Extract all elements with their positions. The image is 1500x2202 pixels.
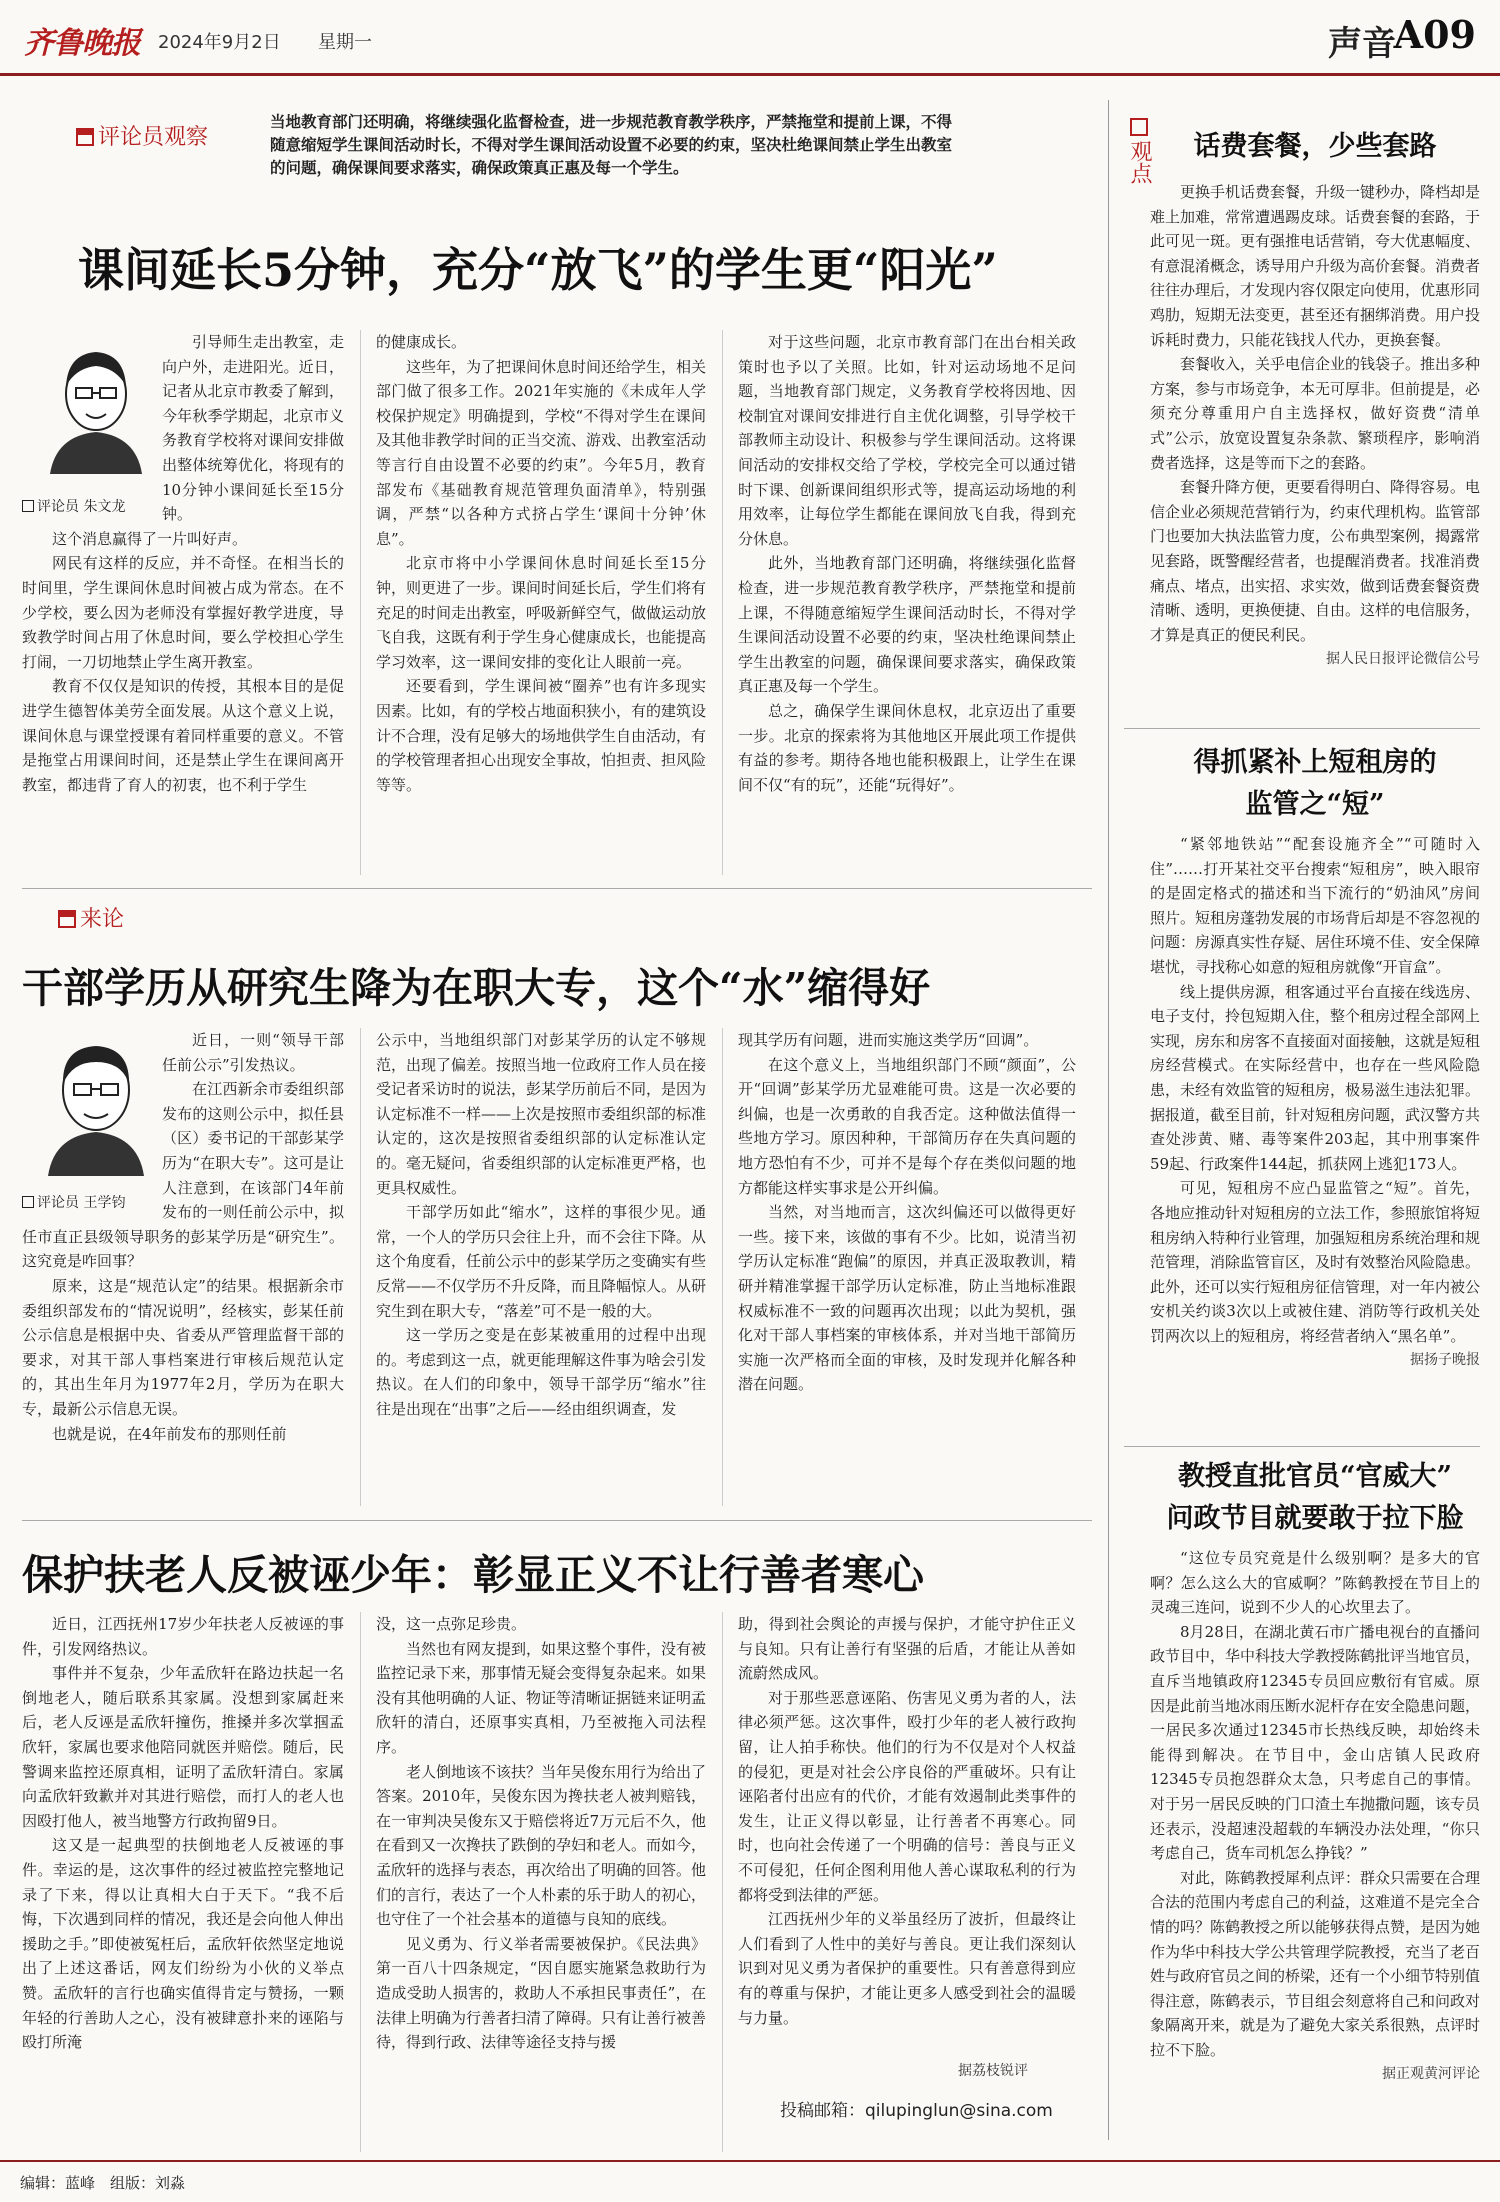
- article2-headline: 干部学历从研究生降为在职大专，这个“水”缩得好: [22, 964, 931, 1012]
- article1-paragraph: 此外，当地教育部门还明确，将继续强化监督检查，进一步规范教育教学秩序，严禁拖堂和提前上课，不得随意缩短学生课间活动时长，不得对学生课间活动设置不必要的约束，坚决杜绝课间禁止学生出教室的问题，确保课间要求落实，确保政策真正惠及每一个学生。: [738, 554, 1076, 696]
- side3-paragraph: 对此，陈鹤教授犀利点评：群众只需要在合理合法的范围内考虑自己的利益，这难道不是完全合情的吗？陈鹤教授之所以能够获得点赞，是因为她作为华中科技大学公共管理学院教授，充当了老百姓与政府官员之间的桥梁，还有一个小细节特别值得注意，陈鹤表示，节目组会刻意将自己和问政对象隔离开来，就是为了避免大家关系很熟，点评时拉不下脸。: [1150, 1868, 1480, 2059]
- article1-paragraph: 还要看到，学生课间被“圈养”也有许多现实因素。比如，有的学校占地面积狭小，有的建筑设计不合理，没有足够大的场地供学生自由活动，有的学校管理者担心出现安全事故，怕担责、担风险等等。: [376, 677, 706, 794]
- article2-paragraph: 原来，这是“规范认定”的结果。根据新余市委组织部发布的“情况说明”，经核实，彭某任前公示信息是根据中央、省委从严管理监督干部的要求，对其干部人事档案进行审核后规范认定的，其出生年月为1977年2月，学历为在职大专，最新公示信息无误。: [22, 1276, 344, 1418]
- editors-credit: 编辑：蓝峰 组版：刘淼: [20, 2174, 186, 2192]
- column-rule: [360, 1028, 361, 1506]
- side2-body: [1150, 832, 1480, 1462]
- section-name: 声音: [1328, 24, 1396, 64]
- submission-email: 投稿邮箱：qilupinglun@sina.com: [780, 2101, 1053, 2121]
- article3-paragraph: 没，这一点弥足珍贵。: [376, 1615, 527, 1633]
- column-rule: [722, 330, 723, 875]
- page-footer: [0, 2160, 1500, 2202]
- side1-paragraph: 套餐升降方便，更要看得明白、降得容易。电信企业必须规范营销行为，约束代理机构。监管部门也要加大执法监管力度，公布典型案例，揭露常见套路，既警醒经营者，也提醒消费者。找准消费痛点、堵点，出实招、求实效，做到话费套餐资费清晰、透明，更换便捷、自由。这样的电信服务，才算是真正的便民利民。: [1150, 478, 1480, 644]
- side3-credit: 据正观黄河评论: [1382, 2066, 1480, 2083]
- laidlun-tag: [58, 902, 124, 933]
- side2-credit: 据扬子晚报: [1410, 1352, 1480, 1369]
- side2-paragraph: 线上提供房源，租客通过平台直接在线选房、电子支付，拎包短期入住，整个租房过程全部网上实现，房东和房客不直接面对面接触，这就是短租房经营模式。在实际经营中，也存在一些风险隐患，未经有效监管的短租房，极易滋生违法犯罪。据报道，截至目前，针对短租房问题，武汉警方共查处涉黄、赌、毒等案件203起，其中刑事案件59起、行政案件144起，抓获网上逃犯173人。: [1150, 982, 1480, 1173]
- article1-paragraph: 网民有这样的反应，并不奇怪。在相当长的时间里，学生课间休息时间被占成为常态。在不少学校，要么因为老师没有掌握好教学进度，导致教学时间占用了休息时间，要么学校担心学生打闹，一刀切地禁止学生离开教室。: [22, 554, 344, 671]
- article3-col3: [738, 1612, 1076, 2052]
- publication-date: 2024年9月2日: [158, 32, 281, 53]
- article1-paragraph: 教育不仅仅是知识的传授，其根本目的是促进学生德智体美劳全面发展。从这个意义上说，课间休息与课堂授课有着同样重要的意义。不管是拖堂占用课间时间，还是禁止学生在课间离开教室，都违背了育人的初衷，也不利于学生: [22, 677, 344, 794]
- article3-paragraph: 见义勇为、行义举者需要被保护。《民法典》第一百八十四条规定，“因自愿实施紧急救助行为造成受助人损害的，救助人不承担民事责任”，在法律上明确为行善者扫清了障碍。只有让善行被善待，得到行政、法律等途径支持与援: [376, 1934, 706, 2052]
- article3-paragraph: 老人倒地该不该扶？当年吴俊东用行为给出了答案。2010年，吴俊东因为搀扶老人被判赔钱，在一审判决吴俊东又于赔偿将近7万元后不久，他在看到又一次搀扶了跌倒的孕妇和老人。而如今，孟欣轩的选择与表态，再次给出了明确的回答。他们的言行，表达了一个人朴素的乐于助人的初心，也守住了一个社会基本的道德与良知的底线。: [376, 1762, 706, 1929]
- article1-paragraph: 这些年，为了把课间休息时间还给学生，相关部门做了很多工作。2021年实施的《未成年人学校保护规定》明确提到，学校“不得对学生在课间及其他非教学时间的正当交流、游戏、出教室活动等言行自由设置不必要的约束”。今年5月，教育部发布《基础教育规范管理负面清单》，特别强调，严禁“以各种方式挤占学生‘课间十分钟’休息”。: [376, 357, 706, 548]
- article1-col3: [738, 330, 1076, 875]
- article2-paragraph: 现其学历有问题，进而实施这类学历“回调”。: [738, 1031, 1039, 1049]
- side2-headline-line1: 得抓紧补上短租房的: [1193, 747, 1437, 778]
- article2-col1: [22, 1028, 344, 1506]
- side3-headline-line1: 教授直批官员“官威大”: [1177, 1461, 1453, 1492]
- portrait-wrap: [22, 330, 162, 518]
- newspaper-logo: 齐鲁晚报: [24, 26, 140, 61]
- article2-paragraph: 近日，一则“领导干部任前公示”引发热议。: [162, 1031, 344, 1074]
- section-divider: [1124, 1446, 1480, 1447]
- article3-source: 据荔枝锐评: [958, 2063, 1028, 2079]
- side3-body: [1150, 1546, 1480, 2152]
- side2-headline-line2: 监管之“短”: [1245, 789, 1385, 820]
- article1-paragraph: 的健康成长。: [376, 333, 467, 351]
- article3-headline: 保护扶老人反被诬少年：彰显正义不让行善者寒心: [22, 1551, 924, 1599]
- column-rule: [360, 1612, 361, 2152]
- article3-paragraph: 近日，江西抚州17岁少年扶老人反被诬的事件，引发网络热议。: [22, 1615, 344, 1658]
- article2-col3: [738, 1028, 1076, 1506]
- side3-paragraph: 8月28日，在湖北黄石市广播电视台的直播问政节目中，华中科技大学教授陈鹤批评当地官员，直斥当地镇政府12345专员回应敷衍有官威。原因是此前当地冰雨压断水泥杆存在安全隐患问题，一居民多次通过12345市长热线反映，却始终未能得到解决。在节目中，金山店镇人民政府12345专员抱怨群众太急，只考虑自己的事情。对于另一居民反映的门口渣土车抛撒问题，该专员还表示，没超速没超载的车辆没办法处理，“你只考虑自己，货车司机怎么挣钱？”: [1150, 1622, 1480, 1863]
- column-rule: [722, 1612, 723, 2152]
- section-divider: [22, 1520, 1092, 1521]
- article3-paragraph: 当然也有网友提到，如果这整个事件，没有被监控记录下来，那事情无疑会变得复杂起来。如果没有其他明确的人证、物证等清晰证据链来证明孟欣轩的清白，还原事实真相，乃至被拖入司法程序。: [376, 1639, 706, 1756]
- article1-headline: 课间延长5分钟，充分“放飞”的学生更“阳光”: [78, 243, 998, 297]
- tag-box-icon: [58, 910, 76, 928]
- publication-weekday: 星期一: [318, 32, 372, 53]
- side1-headline: 话费套餐，少些套路: [1193, 131, 1437, 162]
- side2-headline: [1150, 742, 1480, 826]
- article3-paragraph: 江西抚州少年的义举虽经历了波折，但最终让人们看到了人性中的美好与善良。更让我们深刻认识到对见义勇为者保护的重要性。只有善意得到应有的尊重与保护，才能让更多人感受到社会的温暖与力量。: [738, 1910, 1076, 2027]
- masthead: [0, 0, 1500, 76]
- article3-col2: [376, 1612, 706, 2152]
- viewpoint-tag-label: 观点: [1127, 140, 1152, 184]
- observer-tag: [76, 120, 208, 151]
- laidlun-tag-label: 来论: [80, 907, 125, 932]
- side3-paragraph: “这位专员究竟是什么级别啊？是多大的官啊？怎么这么大的官威啊？”陈鹤教授在节目上的灵魂三连问，说到不少人的心坎里去了。: [1150, 1549, 1480, 1617]
- article3-col1: [22, 1612, 344, 2152]
- tag-box-icon: [1130, 118, 1148, 136]
- article1-col1: [22, 330, 344, 875]
- section-divider: [22, 888, 1092, 889]
- article3-paragraph: 对于那些恶意诬陷、伤害见义勇为者的人，法律必须严惩。这次事件，殴打少年的老人被行政拘留，让人拍手称快。他们的行为不仅是对个人权益的侵犯，更是对社会公序良俗的严重破坏。只有让诬陷者付出应有的代价，才能有效遏制此类事件的发生，让正义得以彰显，让行善者不再寒心。同时，也向社会传递了一个明确的信号：善良与正义不可侵犯，任何企图利用他人善心谋取私利的行为都将受到法律的严惩。: [738, 1688, 1076, 1904]
- article2-col2: [376, 1028, 706, 1506]
- article2-paragraph: 在江西新余市委组织部发布的这则公示中，拟任县（区）委书记的干部彭某学历为“在职大专”。这可是让人注意到，在该部门4年前发布的一则任前公示中，拟任市直正县级领导职务的彭某学历是“研究生”。这究竟是咋回事？: [22, 1080, 344, 1271]
- article2-paragraph: 这一学历之变是在彭某被重用的过程中出现的。考虑到这一点，就更能理解这件事为啥会引发热议。在人们的印象中，领导干部学历“缩水”往往是出现在“出事”之后——经由组织调查，发: [376, 1326, 706, 1418]
- side3-headline: [1140, 1456, 1490, 1540]
- column-rule: [722, 1028, 723, 1506]
- article1-paragraph: 引导师生走出教室，走向户外，走进阳光。近日，记者从北京市教委了解到，今年秋季学期起，北京市义务教育学校将对课间安排做出整体统筹优化，将现有的10分钟小课间延长至15分钟。: [162, 333, 344, 524]
- side1-paragraph: 套餐收入，关乎电信企业的钱袋子。推出多种方案，参与市场竞争，本无可厚非。但前提是，必须充分尊重用户自主选择权，做好资费“清单式”公示，放宽设置复杂条款、繁琐程序，影响消费者选择，这是等而下之的套路。: [1150, 355, 1480, 472]
- article1-col2: [376, 330, 706, 875]
- tag-box-icon: [76, 128, 94, 146]
- article2-paragraph: 干部学历如此“缩水”，这样的事很少见。通常，一个人的学历只会往上升，而不会往下降。从这个角度看，任前公示中的彭某学历之变确实有些反常——不仅学历不升反降，而且降幅惊人。从研究生到在职大专，“落差”可不是一般的大。: [376, 1203, 706, 1320]
- article1-paragraph: 北京市将中小学课间休息时间延长至15分钟，则更进了一步。课间时间延长后，学生们将有充足的时间走出教室，呼吸新鲜空气，做做运动放飞自我，这既有利于学生身心健康成长，也能提高学习效率，这一课间安排的变化让人眼前一亮。: [376, 554, 706, 671]
- column-rule: [360, 330, 361, 875]
- portrait-wrap: [22, 1028, 162, 1218]
- side1-credit: 据人民日报评论微信公号: [1326, 651, 1480, 668]
- lead-summary: 当地教育部门还明确，将继续强化监督检查，进一步规范教育教学秩序，严禁拖堂和提前上课，不得随意缩短学生课间活动时长，不得对学生课间活动设置不必要的约束，坚决杜绝课间禁止学生出教室的问题，确保课间要求落实，确保政策真正惠及每一个学生。: [270, 112, 953, 177]
- article2-paragraph: 也就是说，在4年前发布的那则任前: [52, 1424, 287, 1443]
- side2-paragraph: “紧邻地铁站”“配套设施齐全”“可随时入住”……打开某社交平台搜索“短租房”，映入眼帘的是固定格式的描述和当下流行的“奶油风”房间照片。短租房蓬勃发展的市场背后却是不容忽视的问题：房源真实性存疑、居住环境不佳、安全保障堪忧，寻找称心如意的短租房就像“开盲盒”。: [1150, 835, 1480, 976]
- side1-body: [1150, 180, 1480, 720]
- article3-paragraph: 助，得到社会舆论的声援与保护，才能守护住正义与良知。只有让善行有坚强的后盾，才能让从善如流蔚然成风。: [738, 1615, 1076, 1683]
- article2-paragraph: 公示中，当地组织部门对彭某学历的认定不够规范，出现了偏差。按照当地一位政府工作人员在接受记者采访时的说法，彭某学历前后不同，是因为认定标准不一样——上次是按照市委组织部的标准认定的，这次是按照省委组织部的认定标准认定的。毫无疑问，省委组织部的认定标准更严格，也更具权威性。: [376, 1031, 706, 1197]
- article1-byline-text: 评论员 朱文龙: [37, 499, 126, 515]
- article3-paragraph: 事件并不复杂，少年孟欣轩在路边扶起一名倒地老人，随后联系其家属。没想到家属赶来后，老人反诬是孟欣轩撞伤，推搡并多次掌掴孟欣轩，家属也要求他陪同就医并赔偿。随后，民警调来监控还原真相，证明了孟欣轩清白。家属向孟欣轩致歉并对其进行赔偿，而打人的老人也因殴打他人，被当地警方行政拘留9日。: [22, 1664, 344, 1830]
- article2-paragraph: 在这个意义上，当地组织部门不顾“颜面”，公开“回调”彭某学历尤显难能可贵。这是一次必要的纠偏，也是一次勇敢的自我否定。这种做法值得一些地方学习。原因种种，干部简历存在失真问题的地方恐怕有不少，可并不是每个存在类似问题的地方都能这样实事求是公开纠偏。: [738, 1055, 1076, 1197]
- page-number: A09: [1393, 12, 1476, 57]
- article2-paragraph: 当然，对当地而言，这次纠偏还可以做得更好一些。接下来，该做的事有不少。比如，说清当初学历认定标准“跑偏”的原因，并真正汲取教训，精研并精准掌握干部学历认定标准，防止当地标准跟权威标准不一致的问题再次出现；以此为契机，强化对干部人事档案的审核体系，并对当地干部简历实施一次严格而全面的审核，及时发现并化解各种潜在问题。: [738, 1203, 1076, 1394]
- side2-paragraph: 可见，短租房不应凸显监管之“短”。首先，各地应推动针对短租房的立法工作，参照旅馆将短租房纳入特种行业管理，加强短租房系统治理和规范管理，消除监管盲区，及时有效整治风险隐患。此外，还可以实行短租房征信管理，对一年内被公安机关约谈3次以上或被住建、消防等行政机关处罚两次以上的短租房，将经营者纳入“黑名单”。: [1150, 1179, 1480, 1345]
- article1-paragraph: 总之，确保学生课间休息权，北京迈出了重要一步。北京的探索将为其他地区开展此项工作提供有益的参考。期待各地也能积极跟上，让学生在课间不仅“有的玩”，还能“玩得好”。: [738, 701, 1076, 794]
- column-divider: [1108, 100, 1109, 2140]
- article1-paragraph: 对于这些问题，北京市教育部门在出台相关政策时也予以了关照。比如，针对运动场地不足问题，当地教育部门规定，义务教育学校将因地、因校制宜对课间安排进行自主优化调整，引导学校干部教师主动设计、积极参与学生课间活动。这将课间活动的安排权交给了学校，学校完全可以通过错时下课、创新课间组织形式等，提高运动场地的利用效率，让每位学生都能在课间放飞自我，得到充分休息。: [738, 333, 1076, 548]
- side3-headline-line2: 问政节目就要敢于拉下脸: [1166, 1503, 1464, 1534]
- side1-paragraph: 更换手机话费套餐，升级一键秒办，降档却是难上加难，常常遭遇踢皮球。话费套餐的套路，于此可见一斑。更有强推电话营销，夸大优惠幅度、有意混淆概念，诱导用户升级为高价套餐。消费者往往办理后，才发现内容仅限定向使用，优惠形同鸡肋，短期无法变更，甚至还有捆绑消费。用户投诉耗时费力，只能花钱找人代办，更换套餐。: [1150, 183, 1480, 349]
- section-divider: [1124, 728, 1480, 729]
- observer-tag-label: 评论员观察: [98, 125, 209, 150]
- article2-byline-text: 评论员 王学钧: [37, 1195, 126, 1211]
- article3-paragraph: 这又是一起典型的扶倒地老人反被诬的事件。幸运的是，这次事件的经过被监控完整地记录了下来，得以让真相大白于天下。“我不后悔，下次遇到同样的情况，我还是会向他人伸出援助之手。”即使被冤枉后，孟欣轩依然坚定地说出了上述这番话，网友们纷纷为小伙的义举点赞。孟欣轩的言行也确实值得肯定与赞扬，一颗年轻的行善助人之心，没有被肆意扑来的诬陷与殴打所淹: [22, 1836, 344, 2052]
- article1-paragraph: 这个消息赢得了一片叫好声。: [52, 529, 248, 548]
